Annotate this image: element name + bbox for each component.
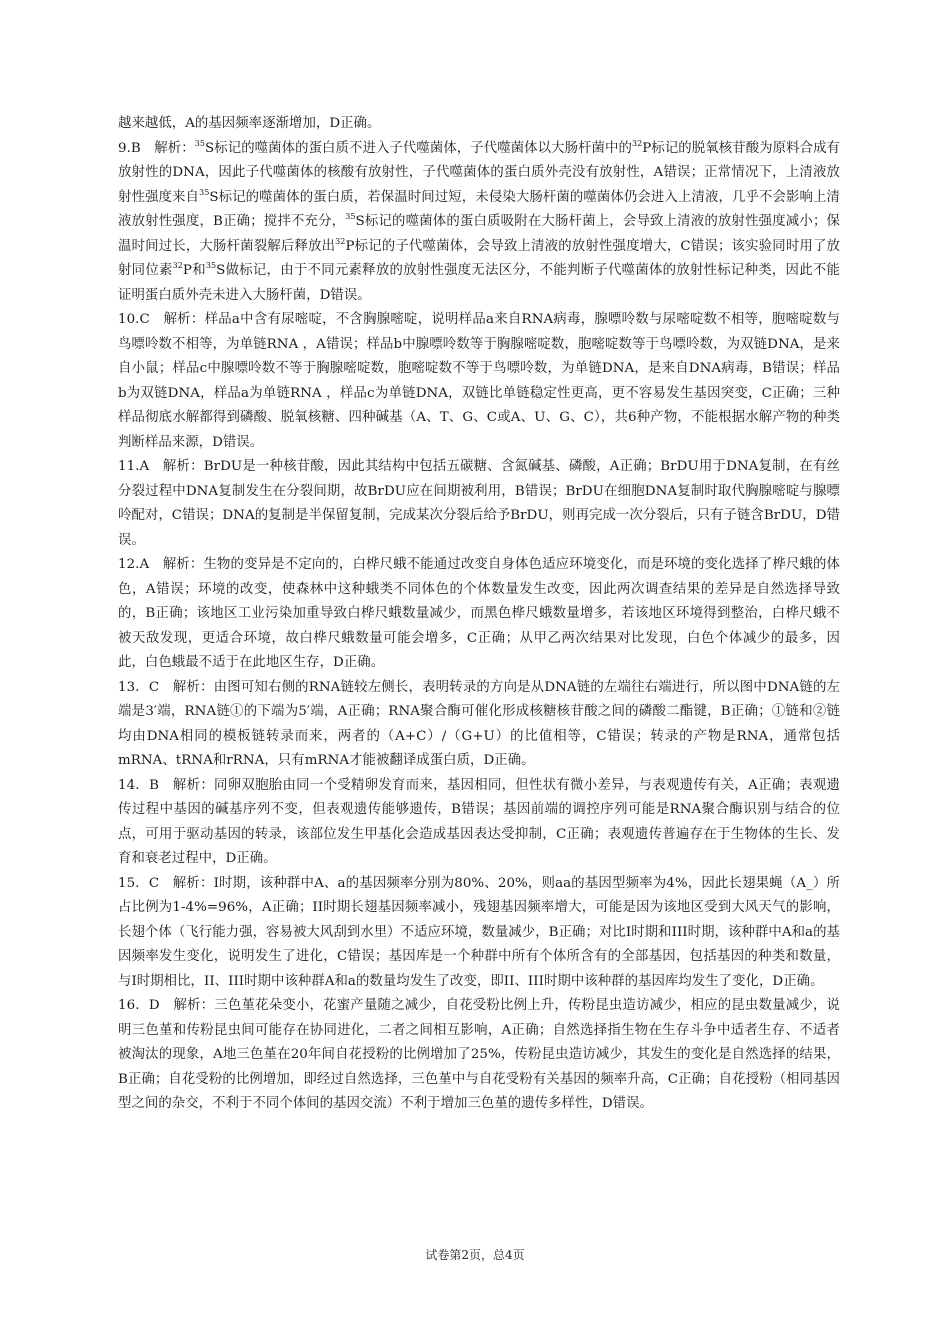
isotope-superscript: 32 bbox=[172, 261, 183, 270]
isotope-superscript: 35 bbox=[199, 187, 210, 197]
text-segment: P标记的子代噬菌体，会导致上清液的放射性强度增大，C错误；该实验同时用了放射同位素 bbox=[118, 238, 840, 278]
text-segment: 12.A 解析：生物的变异是不定向的，白桦尺蛾不能通过改变自身体色适应环境变化，而是环境的变化选择了桦尺蛾的体色，A错误；环境的改变，使森林中这种蛾类不同体色的个体数量发生改变，因此两次调查结果的差异是自然选择导致的，B正确；该地区工业污染加重导致白桦尺蛾数量减少，而黑色桦尺蛾数量增多，若该地区环境得到整治，白桦尺蛾不被天敌发现，更适合环境，故白桦尺蛾数量可能会增多，C正确；从甲乙两次结果对比发现，白色个体减少的最多，因此，白色蛾最不适于在此地区生存，D正确。 bbox=[118, 557, 840, 670]
text-segment: 15．C 解析：I时期，该种群中A、a的基因频率分别为80%、20%，则aa的基因型频率为4%，因此长翅果蝇（A_）所占比例为1-4%=96%，A正确；II时期长翅基因频率减小，残翅基因频率增大，可能是因为该地区受到大风天气的影响，长翅个体（飞行能力强，容易被大风刮到水里）不适应环境，数量减少，B正确；对比I时期和III时期，该种群中A和a的基因频率发生变化，说明发生了进化，C错误；基因库是一个种群中所有个体所含有的全部基因，包括基因的种类和数量，与I时期相比，II、III时期中该种群A和a的数量均发生了改变，即II、III时期中该种群的基因库均发生了变化，D正确。 bbox=[118, 875, 840, 989]
isotope-superscript: 32 bbox=[335, 236, 346, 246]
text-segment: 16．D 解析：三色堇花朵变小，花蜜产量随之减少，自花受粉比例上升，传粉昆虫造访减少，相应的昆虫数量减少，说明三色堇和传粉昆虫间可能存在协同进化，二者之间相互影响，A正确；自然选择指生物在生存斗争中适者生存、不适者被淘汰的现象，A地三色堇在20年间自花授粉的比例增加了25%，传粉昆虫造访减少，其发生的变化是自然选择的结果，B正确；自花受粉的比例增加，即经过自然选择，三色堇中与自花受粉有关基因的频率升高，C正确；自花授粉（相同基因型之间的杂交，不利于不同个体间的基因交流）不利于增加三色堇的遗传多样性，D错误。 bbox=[118, 998, 840, 1111]
answer-paragraph-q10 bbox=[118, 308, 840, 455]
text-segment: 9.B 解析： bbox=[118, 140, 195, 156]
text-segment: 13．C 解析：由图可知右侧的RNA链较左侧长，表明转录的方向是从DNA链的左端往右端进行，所以图中DNA链的左端是3′端，RNA链①的下端为5′端，A正确；RNA聚合酶可催化形成核糖核苷酸之间的磷酸二酯键，B正确；①链和②链均由DNA相同的模板链转录而来，两者的（A+C）/（G+U）的比值相等，C错误；转录的产物是RNA，通常包括mRNA、tRNA和rRNA，只有mRNA才能被翻译成蛋白质，D正确。 bbox=[118, 679, 840, 768]
text-segment: 越来越低，A的基因频率逐渐增加，D正确。 bbox=[118, 116, 381, 131]
isotope-superscript: 35 bbox=[194, 138, 205, 148]
text-segment: S标记的噬菌体的蛋白质不进入子代噬菌体，子代噬菌体以大肠杆菌中的 bbox=[204, 140, 632, 156]
isotope-superscript: 35 bbox=[345, 212, 356, 221]
answer-paragraph-q16 bbox=[118, 994, 840, 1117]
text-segment: P标记的脱氧核苷酸为原料合成有放射性的DNA，因此子代噬菌体的核酸有放射性，子代噬菌体的蛋白质外壳没有放射性，A错误；正常情况下，上清液放射性强度来自 bbox=[118, 140, 840, 205]
text-segment: 14．B 解析：同卵双胞胎由同一个受精卵发育而来，基因相同，但性状有微小差异，与表观遗传有关，A正确；表观遗传过程中基因的碱基序列不变，但表观遗传能够遗传，B错误；基因前端的调控序列可能是RNA聚合酶识别与结合的位点，可用于驱动基因的转录，该部位发生甲基化会造成基因表达受抑制，C正确；表观遗传普遍存在于生物体的生长、发育和衰老过程中，D正确。 bbox=[118, 777, 840, 866]
answer-paragraph-q13 bbox=[118, 676, 840, 774]
answer-paragraph-q15 bbox=[118, 872, 840, 995]
page-footer: 试卷第2页，总4页 bbox=[425, 1248, 525, 1262]
text-segment: S标记的噬菌体的蛋白质吸附在大肠杆菌上，会导致上清液的放射性强度减小；保温时间过长，大肠杆菌裂解后释放出 bbox=[118, 214, 840, 254]
isotope-superscript: 32 bbox=[631, 138, 643, 148]
answer-paragraph-q14 bbox=[118, 774, 840, 872]
answer-text-body bbox=[118, 112, 840, 1117]
answer-paragraph-q11 bbox=[118, 455, 840, 553]
text-segment: S做标记，由于不同元素释放的放射性强度无法区分，不能判断子代噬菌体的放射性标记种类，因此不能证明蛋白质外壳未进入大肠杆菌，D错误。 bbox=[118, 263, 840, 303]
answer-paragraph bbox=[118, 112, 840, 137]
isotope-superscript: 35 bbox=[205, 261, 217, 270]
text-segment: S标记的噬菌体的蛋白质，若保温时间过短，未侵染大肠杆菌的噬菌体仍会进入上清液，几乎不会影响上清液放射性强度，B正确；搅拌不充分， bbox=[118, 189, 840, 229]
text-segment: 11.A 解析：BrDU是一种核苷酸，因此其结构中包括五碳糖、含氮碱基、磷酸，A正确；BrDU用于DNA复制，在有丝分裂过程中DNA复制发生在分裂间期，故BrDU应在间期被利用，B错误；BrDU在细胞DNA复制时取代胸腺嘧啶与腺嘌呤配对，C错误；DNA的复制是半保留复制，完成某次分裂后给予BrDU，则再完成一次分裂后，只有子链含BrDU，D错误。 bbox=[118, 459, 840, 548]
answer-paragraph-q9 bbox=[118, 137, 840, 309]
text-segment: 10.C 解析：样品a中含有尿嘧啶，不含胸腺嘧啶，说明样品a来自RNA病毒，腺嘌呤数与尿嘧啶数不相等，胞嘧啶数与鸟嘌呤数不相等，为单链RNA ，A错误；样品b中腺嘌呤数等于胸腺嘧啶数，胞嘧啶数等于鸟嘌呤数，为双链DNA，是来自小鼠；样品c中腺嘌呤数不等于胸腺嘧啶数，胞嘧啶数不等于鸟嘌呤数，为单链DNA，是来自DNA病毒，B错误；样品b为双链DNA，样品a为单链RNA ，样品c为单链DNA，双链比单链稳定性更高，更不容易发生基因突变，C正确；三种样品彻底水解都得到磷酸、脱氧核糖、四种碱基（A、T、G、C或A、U、G、C），共6种产物，不能根据水解产物的种类判断样品来源，D错误。 bbox=[118, 312, 840, 450]
text-segment: P和 bbox=[182, 263, 206, 278]
answer-paragraph-q12 bbox=[118, 553, 840, 676]
